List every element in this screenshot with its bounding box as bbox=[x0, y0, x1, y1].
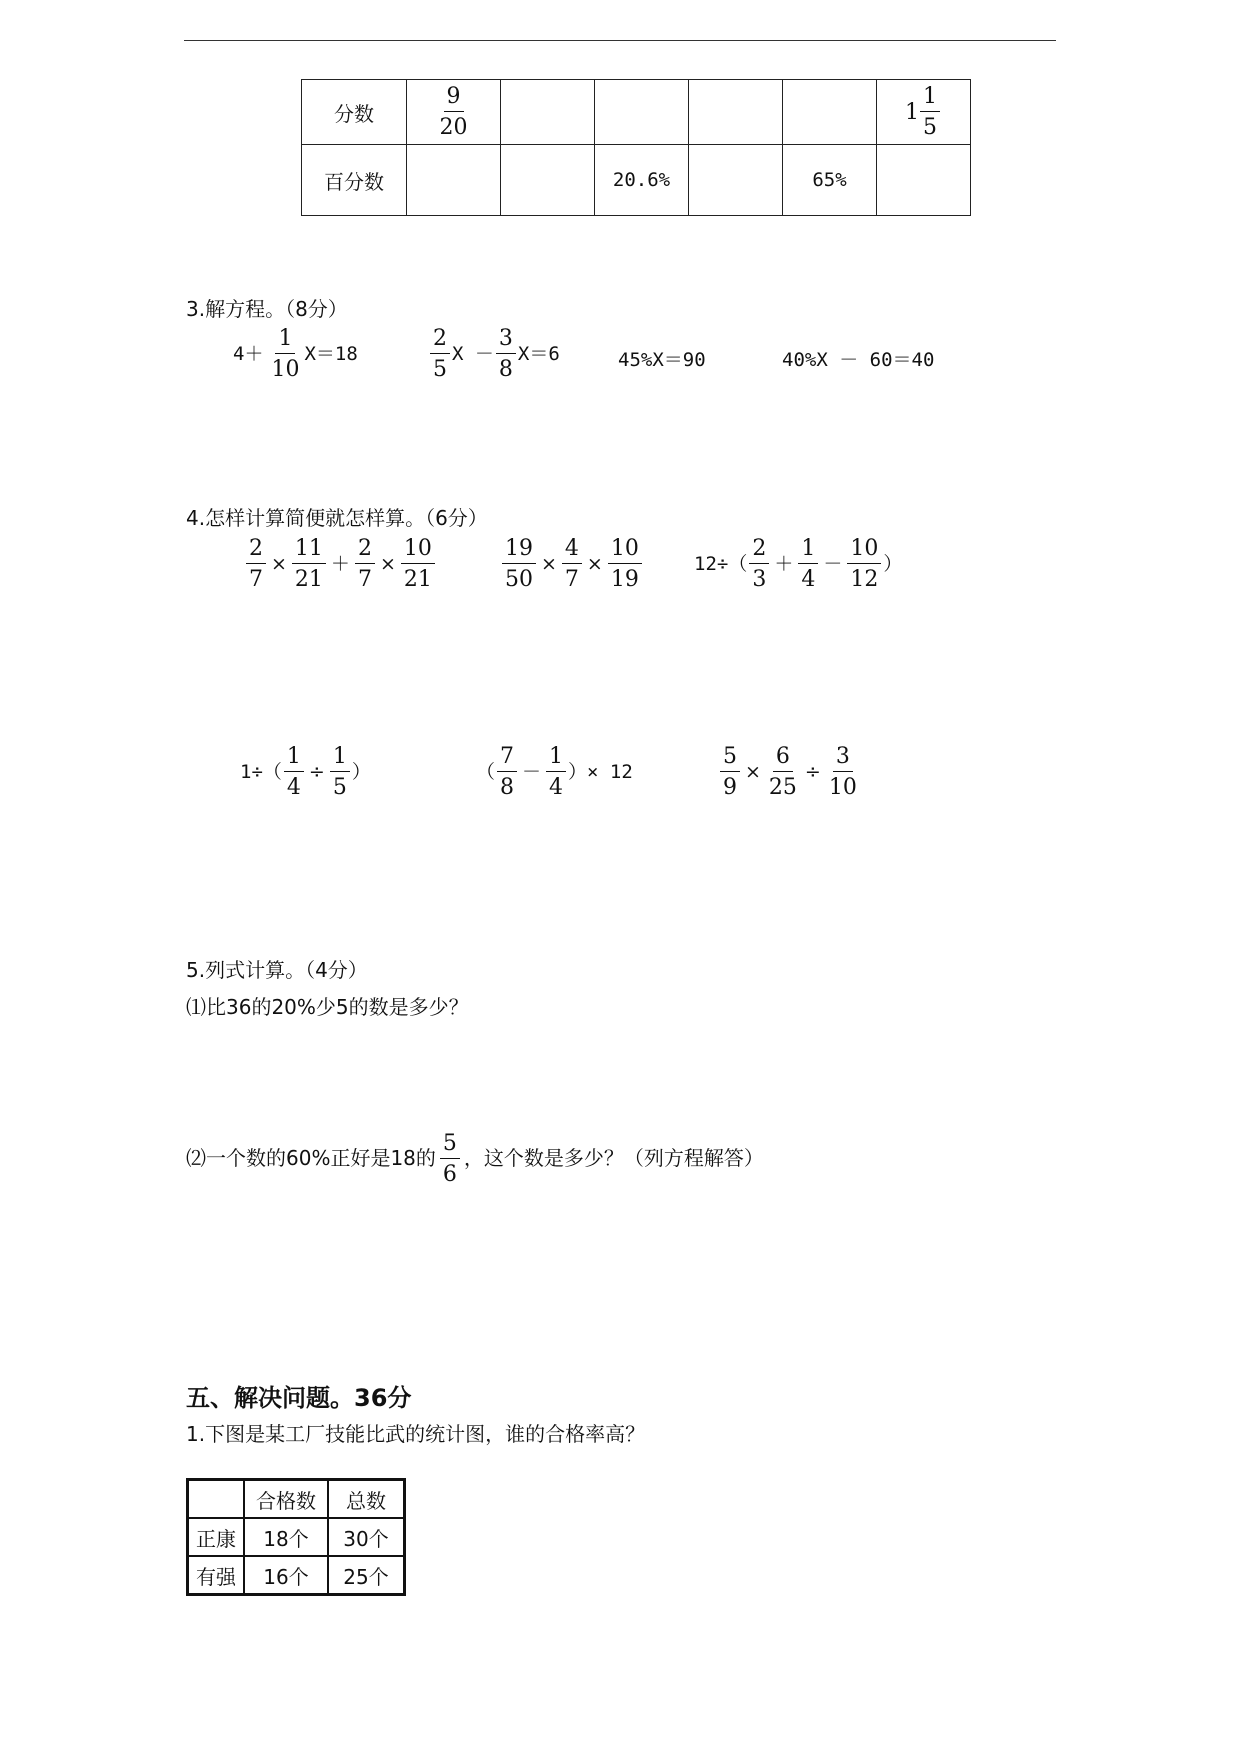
e1-d-num: 10 bbox=[401, 538, 435, 564]
eq2-suffix: X＝6 bbox=[517, 343, 560, 365]
table-row bbox=[188, 1518, 404, 1556]
mixed-whole: 1 bbox=[905, 99, 919, 125]
section-5-title: 五、解决问题。36分 bbox=[186, 1384, 412, 1412]
e6-c-den: 10 bbox=[828, 775, 857, 800]
conversion-table bbox=[301, 79, 971, 216]
e3-b-num: 1 bbox=[798, 538, 818, 564]
e5-suffix: ）× 12 bbox=[568, 761, 633, 783]
stats-name: 正康 bbox=[188, 1518, 244, 1556]
eq2-denominator-1: 5 bbox=[433, 357, 447, 382]
fraction-denominator: 20 bbox=[439, 114, 468, 140]
empty-cell bbox=[407, 145, 501, 216]
stats-header-empty bbox=[188, 1480, 244, 1518]
e4-prefix: 1÷（ bbox=[240, 761, 282, 783]
e3-b-den: 4 bbox=[801, 567, 816, 592]
e1-a-den: 7 bbox=[249, 567, 263, 592]
e4-a-den: 4 bbox=[286, 775, 301, 800]
stats-total: 25个 bbox=[328, 1556, 404, 1594]
stats-total: 30个 bbox=[328, 1518, 404, 1556]
e6-a-num: 5 bbox=[720, 746, 740, 772]
e6-op2: ÷ bbox=[804, 761, 821, 783]
e1-op2: ＋ bbox=[330, 553, 350, 575]
empty-cell bbox=[501, 145, 595, 216]
eq2-denominator-2: 8 bbox=[498, 357, 513, 382]
percent-label: 百分数 bbox=[302, 145, 407, 216]
e4-b-num: 1 bbox=[330, 746, 350, 772]
q4-expression-5 bbox=[476, 746, 633, 799]
e2-a-den: 50 bbox=[505, 567, 533, 592]
e6-b-num: 6 bbox=[773, 746, 793, 772]
eq2-numerator-1: 2 bbox=[430, 328, 450, 354]
q4-expression-3 bbox=[694, 538, 902, 591]
top-rule bbox=[184, 40, 1056, 41]
e3-op2: － bbox=[823, 553, 843, 575]
e3-prefix: 12÷（ bbox=[694, 553, 748, 575]
e1-a-num: 2 bbox=[246, 538, 266, 564]
e2-op1: × bbox=[541, 553, 557, 575]
e1-b-num: 11 bbox=[292, 538, 326, 564]
e5-a-num: 7 bbox=[497, 746, 517, 772]
e2-c-num: 10 bbox=[608, 538, 642, 564]
eq1-denominator: 10 bbox=[271, 357, 300, 382]
e6-b-den: 25 bbox=[768, 775, 797, 800]
q5-part-2-denominator: 6 bbox=[442, 1162, 457, 1187]
q3-equation-2 bbox=[428, 328, 560, 381]
q4-expression-4 bbox=[240, 746, 371, 799]
e5-prefix: （ bbox=[476, 761, 496, 783]
q3-equation-1 bbox=[230, 328, 358, 381]
e2-c-den: 19 bbox=[610, 567, 639, 592]
eq1-numerator: 1 bbox=[275, 328, 295, 354]
q3-equation-4: 40%X － 60＝40 bbox=[782, 349, 935, 371]
e2-b-num: 4 bbox=[562, 538, 582, 564]
stats-header-total: 总数 bbox=[328, 1480, 404, 1518]
q4-expression-6 bbox=[718, 746, 862, 799]
percent-value-2: 65% bbox=[783, 145, 877, 216]
e1-c-den: 7 bbox=[357, 567, 372, 592]
e4-suffix: ） bbox=[351, 761, 371, 783]
fraction-cell bbox=[407, 80, 501, 145]
e2-b-den: 7 bbox=[564, 567, 579, 592]
stats-table bbox=[186, 1478, 406, 1596]
e1-d-den: 21 bbox=[403, 567, 432, 592]
e1-op1: × bbox=[271, 553, 287, 575]
q5-title: 5.列式计算。（4分） bbox=[186, 958, 368, 982]
e6-a-den: 9 bbox=[723, 775, 737, 800]
e1-c-num: 2 bbox=[355, 538, 375, 564]
e5-a-den: 8 bbox=[500, 775, 515, 800]
e3-a-num: 2 bbox=[749, 538, 769, 564]
stats-name: 有强 bbox=[188, 1556, 244, 1594]
empty-cell bbox=[595, 80, 689, 145]
section-5-question-1: 1.下图是某工厂技能比武的统计图，谁的合格率高？ bbox=[186, 1422, 646, 1446]
fraction-numerator: 9 bbox=[444, 86, 464, 112]
percent-row bbox=[302, 145, 971, 216]
percent-value-1: 20.6% bbox=[595, 145, 689, 216]
e6-op1: × bbox=[745, 761, 761, 783]
empty-cell bbox=[783, 80, 877, 145]
q5-part-2-prefix: ⑵一个数的60%正好是18的 bbox=[186, 1146, 436, 1170]
e3-op1: ＋ bbox=[774, 553, 794, 575]
e2-a-num: 19 bbox=[502, 538, 536, 564]
q3-equation-3: 45%X＝90 bbox=[618, 349, 706, 371]
q5-part-2-numerator: 5 bbox=[440, 1133, 460, 1159]
e3-a-den: 3 bbox=[752, 567, 767, 592]
eq1-suffix: X＝18 bbox=[304, 343, 358, 365]
empty-cell bbox=[501, 80, 595, 145]
q4-title: 4.怎样计算简便就怎样算。（6分） bbox=[186, 506, 488, 530]
fraction-row bbox=[302, 80, 971, 145]
q4-expression-1 bbox=[244, 538, 437, 591]
e1-b-den: 21 bbox=[294, 567, 323, 592]
e4-op: ÷ bbox=[308, 761, 325, 783]
q5-part-2-suffix: ，这个数是多少？（列方程解答） bbox=[463, 1146, 764, 1170]
q5-part-1: ⑴比36的20%少5的数是多少？ bbox=[186, 995, 469, 1019]
eq2-numerator-2: 3 bbox=[496, 328, 516, 354]
empty-cell bbox=[689, 80, 783, 145]
eq2-middle: X － bbox=[452, 343, 494, 365]
e5-b-den: 4 bbox=[549, 775, 564, 800]
e3-suffix: ） bbox=[883, 553, 903, 575]
e3-c-num: 10 bbox=[847, 538, 881, 564]
eq1-prefix: 4＋ bbox=[233, 343, 264, 365]
stats-pass: 18个 bbox=[244, 1518, 328, 1556]
stats-header-row bbox=[188, 1480, 404, 1518]
mixed-denominator: 5 bbox=[923, 114, 937, 140]
q3-title: 3.解方程。（8分） bbox=[186, 297, 348, 321]
stats-header-pass: 合格数 bbox=[244, 1480, 328, 1518]
fraction-label: 分数 bbox=[302, 80, 407, 145]
e1-op3: × bbox=[379, 553, 396, 575]
e5-op: － bbox=[522, 761, 542, 783]
q5-part-2 bbox=[186, 1133, 764, 1186]
e6-c-num: 3 bbox=[833, 746, 853, 772]
e4-b-den: 5 bbox=[332, 775, 347, 800]
q4-expression-2 bbox=[500, 538, 644, 591]
stats-pass: 16个 bbox=[244, 1556, 328, 1594]
mixed-numerator: 1 bbox=[920, 86, 940, 112]
mixed-number-cell bbox=[877, 80, 971, 145]
e2-op2: × bbox=[586, 553, 603, 575]
e4-a-num: 1 bbox=[284, 746, 304, 772]
empty-cell bbox=[689, 145, 783, 216]
e3-c-den: 12 bbox=[850, 567, 879, 592]
e5-b-num: 1 bbox=[546, 746, 566, 772]
table-row bbox=[188, 1556, 404, 1594]
empty-cell bbox=[877, 145, 971, 216]
